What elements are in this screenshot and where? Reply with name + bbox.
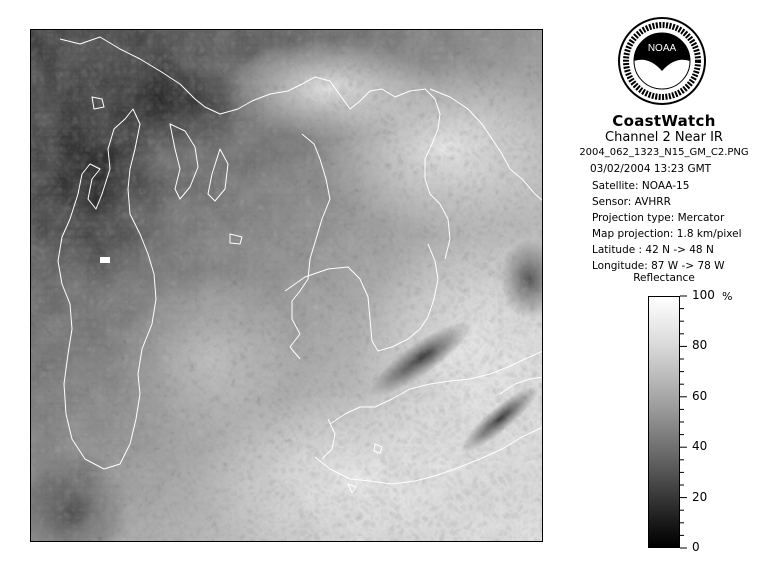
- product-title: CoastWatch: [612, 112, 716, 130]
- date-time-label: 03/02/2004 13:23 GMT: [590, 163, 712, 175]
- satellite-label: Satellite: NOAA-15: [592, 180, 690, 192]
- colorbar: [648, 296, 680, 548]
- longitude-label: Longitude: 87 W -> 78 W: [592, 260, 725, 272]
- filename-label: 2004_062_1323_N15_GM_C2.PNG: [579, 147, 749, 158]
- projection-type-label: Projection type: Mercator: [592, 212, 725, 224]
- satellite-image: [30, 29, 543, 542]
- colorbar-tick-label: 80: [692, 338, 708, 353]
- snow-patch: [100, 257, 110, 263]
- channel-label: Channel 2 Near IR: [605, 130, 723, 145]
- colorbar-axis: [680, 290, 740, 555]
- noaa-logo: [617, 16, 707, 106]
- latitude-label: Latitude : 42 N -> 48 N: [592, 244, 714, 256]
- map-projection-label: Map projection: 1.8 km/pixel: [592, 228, 742, 240]
- colorbar-tick-label: 0: [692, 540, 700, 554]
- colorbar-tick-label: 60: [692, 388, 708, 403]
- sensor-label: Sensor: AVHRR: [592, 196, 671, 208]
- colorbar-unit: %: [722, 290, 733, 303]
- colorbar-title: Reflectance: [633, 272, 695, 284]
- colorbar-tick-label: 100: [692, 288, 715, 302]
- colorbar-tick-label: 20: [692, 489, 708, 504]
- logo-text: NOAA: [647, 43, 677, 54]
- colorbar-tick-label: 40: [692, 439, 708, 454]
